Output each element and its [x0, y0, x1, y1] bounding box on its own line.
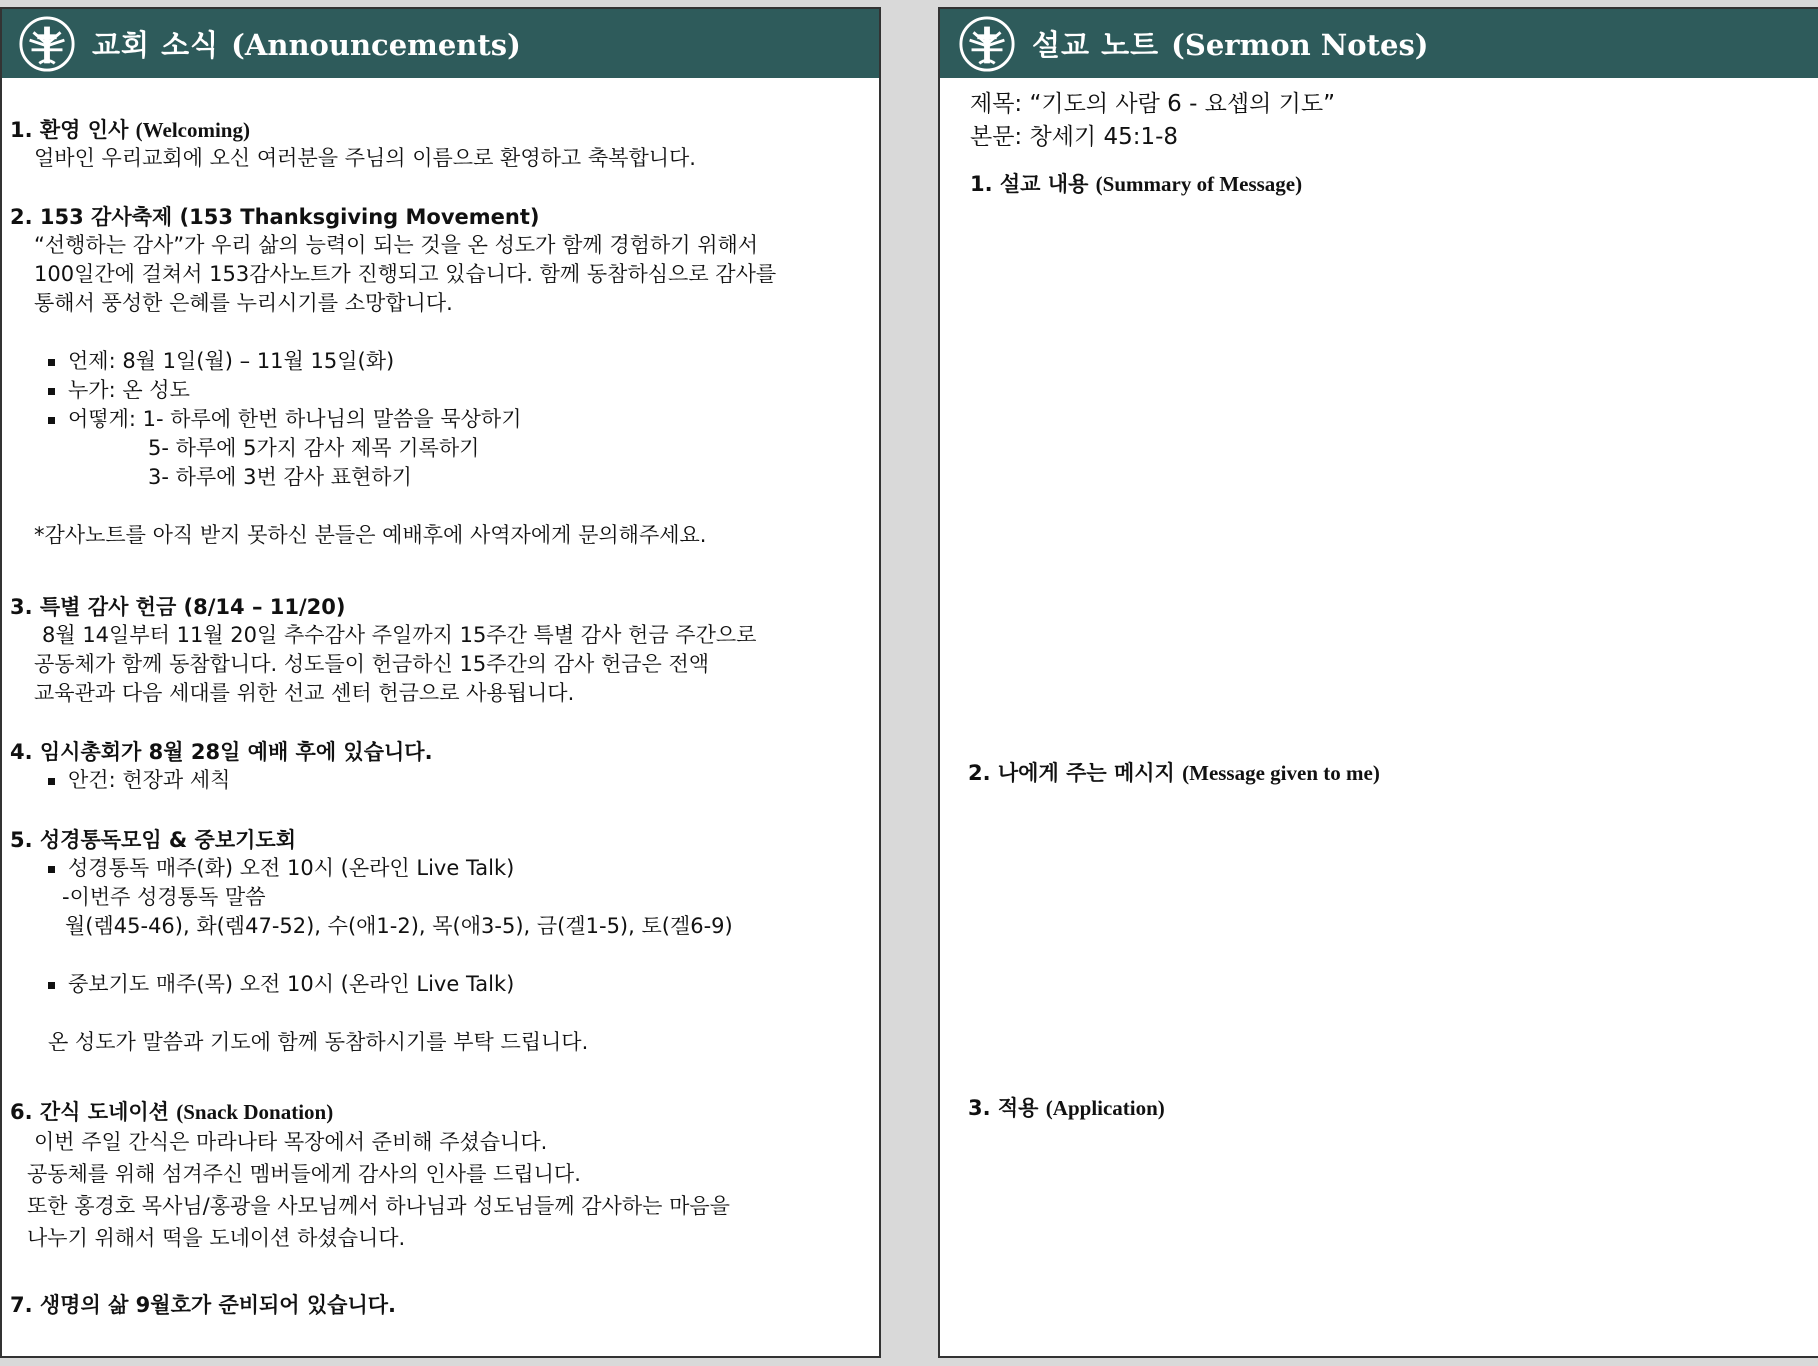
- section-welcoming: [10, 116, 696, 173]
- sermon-scripture: 본문: 창세기 45:1-8: [970, 124, 1179, 150]
- sermon-notes-panel: [938, 7, 1818, 1358]
- how-line: 3- 하루에 3번 감사 표현하기: [148, 465, 412, 489]
- tree-cross-logo-icon: [18, 15, 76, 73]
- announcements-title: 교회 소식: [92, 28, 220, 62]
- thanksgiving-details: [10, 347, 776, 434]
- sermon-title: 설교 노트: [1032, 28, 1160, 62]
- sermon-application: [968, 1094, 1165, 1122]
- section-heading: 1. 환영 인사: [10, 118, 129, 142]
- section-body-line: 공동체를 위해 섬겨주신 멤버들에게 감사의 인사를 드립니다.: [27, 1162, 581, 1186]
- section-heading: 3. 특별 감사 헌금 (8/14 – 11/20): [10, 595, 346, 619]
- section-living-life: [10, 1291, 396, 1319]
- section-snack-donation: [10, 1098, 730, 1254]
- section-body-line: 공동체가 함께 동참합니다. 성도들이 헌금하신 15주간의 감사 헌금은 전액: [34, 652, 710, 676]
- section-heading: 2. 153 감사축제 (153 Thanksgiving Movement): [10, 205, 540, 229]
- section-bible-prayer: [10, 826, 733, 1057]
- announcements-header: [2, 9, 879, 78]
- section-heading: 7. 생명의 삶 9월호가 준비되어 있습니다.: [10, 1293, 397, 1317]
- sermon-summary: [970, 170, 1302, 198]
- question-heading-en: (Summary of Message): [1095, 172, 1303, 196]
- section-heading-en: (Welcoming): [135, 118, 250, 142]
- announcements-title-en: (Announcements): [231, 28, 521, 62]
- section-heading: 4. 임시총회가 8월 28일 예배 후에 있습니다.: [10, 740, 433, 764]
- tree-cross-logo-icon: [958, 15, 1016, 73]
- section-body-line: 8월 14일부터 11월 20일 추수감사 주일까지 15주간 특별 감사 헌금 주간으로: [42, 623, 757, 647]
- section-body-line: 이번 주일 간식은 마라나타 목장에서 준비해 주셨습니다.: [34, 1130, 548, 1154]
- section-body: 얼바인 우리교회에 오신 여러분을 주님의 이름으로 환영하고 축복합니다.: [34, 146, 696, 170]
- sermon-message: [968, 759, 1380, 787]
- question-heading: 2. 나에게 주는 메시지: [968, 761, 1175, 785]
- reading-schedule: 월(렘45-46), 화(렘47-52), 수(애1-2), 목(애3-5), 금(겔1-5), 토(겔6-9): [65, 914, 733, 938]
- section-heading: 5. 성경통독모임 & 중보기도회: [10, 828, 296, 852]
- how-line: 5- 하루에 5가지 감사 제목 기록하기: [148, 436, 480, 460]
- section-body-line: 또한 홍경호 목사님/홍광을 사모님께서 하나님과 성도님들께 감사하는 마음을: [27, 1194, 730, 1218]
- section-heading-en: (Snack Donation): [176, 1100, 334, 1124]
- section-general-assembly: [10, 738, 433, 795]
- section-body-line: 통해서 풍성한 은혜를 누리시기를 소망합니다.: [34, 291, 453, 315]
- list-item: 언제: 8월 1일(월) – 11월 15일(화): [40, 347, 776, 376]
- question-heading-en: (Message given to me): [1182, 761, 1380, 785]
- thanksgiving-note: *감사노트를 아직 받지 못하신 분들은 예배후에 사역자에게 문의해주세요.: [34, 523, 707, 547]
- section-body-line: “선행하는 감사”가 우리 삶의 능력이 되는 것을 온 성도가 함께 경험하기 위해서: [34, 233, 759, 257]
- section-thanksgiving: [10, 203, 776, 550]
- sermon-subject: 제목: “기도의 사람 6 - 요셉의 기도”: [970, 91, 1335, 117]
- question-heading: 3. 적용: [968, 1096, 1039, 1120]
- list-item: 누가: 온 성도: [40, 376, 776, 405]
- list-item: 중보기도 매주(목) 오전 10시 (온라인 Live Talk): [40, 970, 733, 999]
- section-body-line: 나누기 위해서 떡을 도네이션 하셨습니다.: [27, 1226, 406, 1250]
- section-body-line: 100일간에 걸쳐서 153감사노트가 진행되고 있습니다. 함께 동참하심으로 감사를: [34, 262, 777, 286]
- closing-line: 온 성도가 말씀과 기도에 함께 동참하시기를 부탁 드립니다.: [48, 1030, 589, 1054]
- list-item: 성경통독 매주(화) 오전 10시 (온라인 Live Talk): [40, 854, 733, 883]
- sermon-header: [940, 9, 1818, 78]
- announcements-panel: [0, 7, 881, 1358]
- bible-reading-list: [10, 854, 733, 883]
- prayer-list: [10, 970, 733, 999]
- sermon-title-en: (Sermon Notes): [1171, 28, 1429, 62]
- list-item: 어떻게: 1- 하루에 한번 하나님의 말씀을 묵상하기: [40, 405, 776, 434]
- section-special-offering: [10, 593, 756, 708]
- assembly-list: [10, 766, 433, 795]
- question-heading: 1. 설교 내용: [970, 172, 1089, 196]
- sermon-info: [970, 88, 1335, 154]
- question-heading-en: (Application): [1045, 1096, 1165, 1120]
- section-body-line: 교육관과 다음 세대를 위한 선교 센터 헌금으로 사용됩니다.: [34, 681, 575, 705]
- reading-sub: -이번주 성경통독 말씀: [62, 885, 266, 909]
- list-item: 안건: 헌장과 세칙: [40, 766, 433, 795]
- section-heading: 6. 간식 도네이션: [10, 1100, 169, 1124]
